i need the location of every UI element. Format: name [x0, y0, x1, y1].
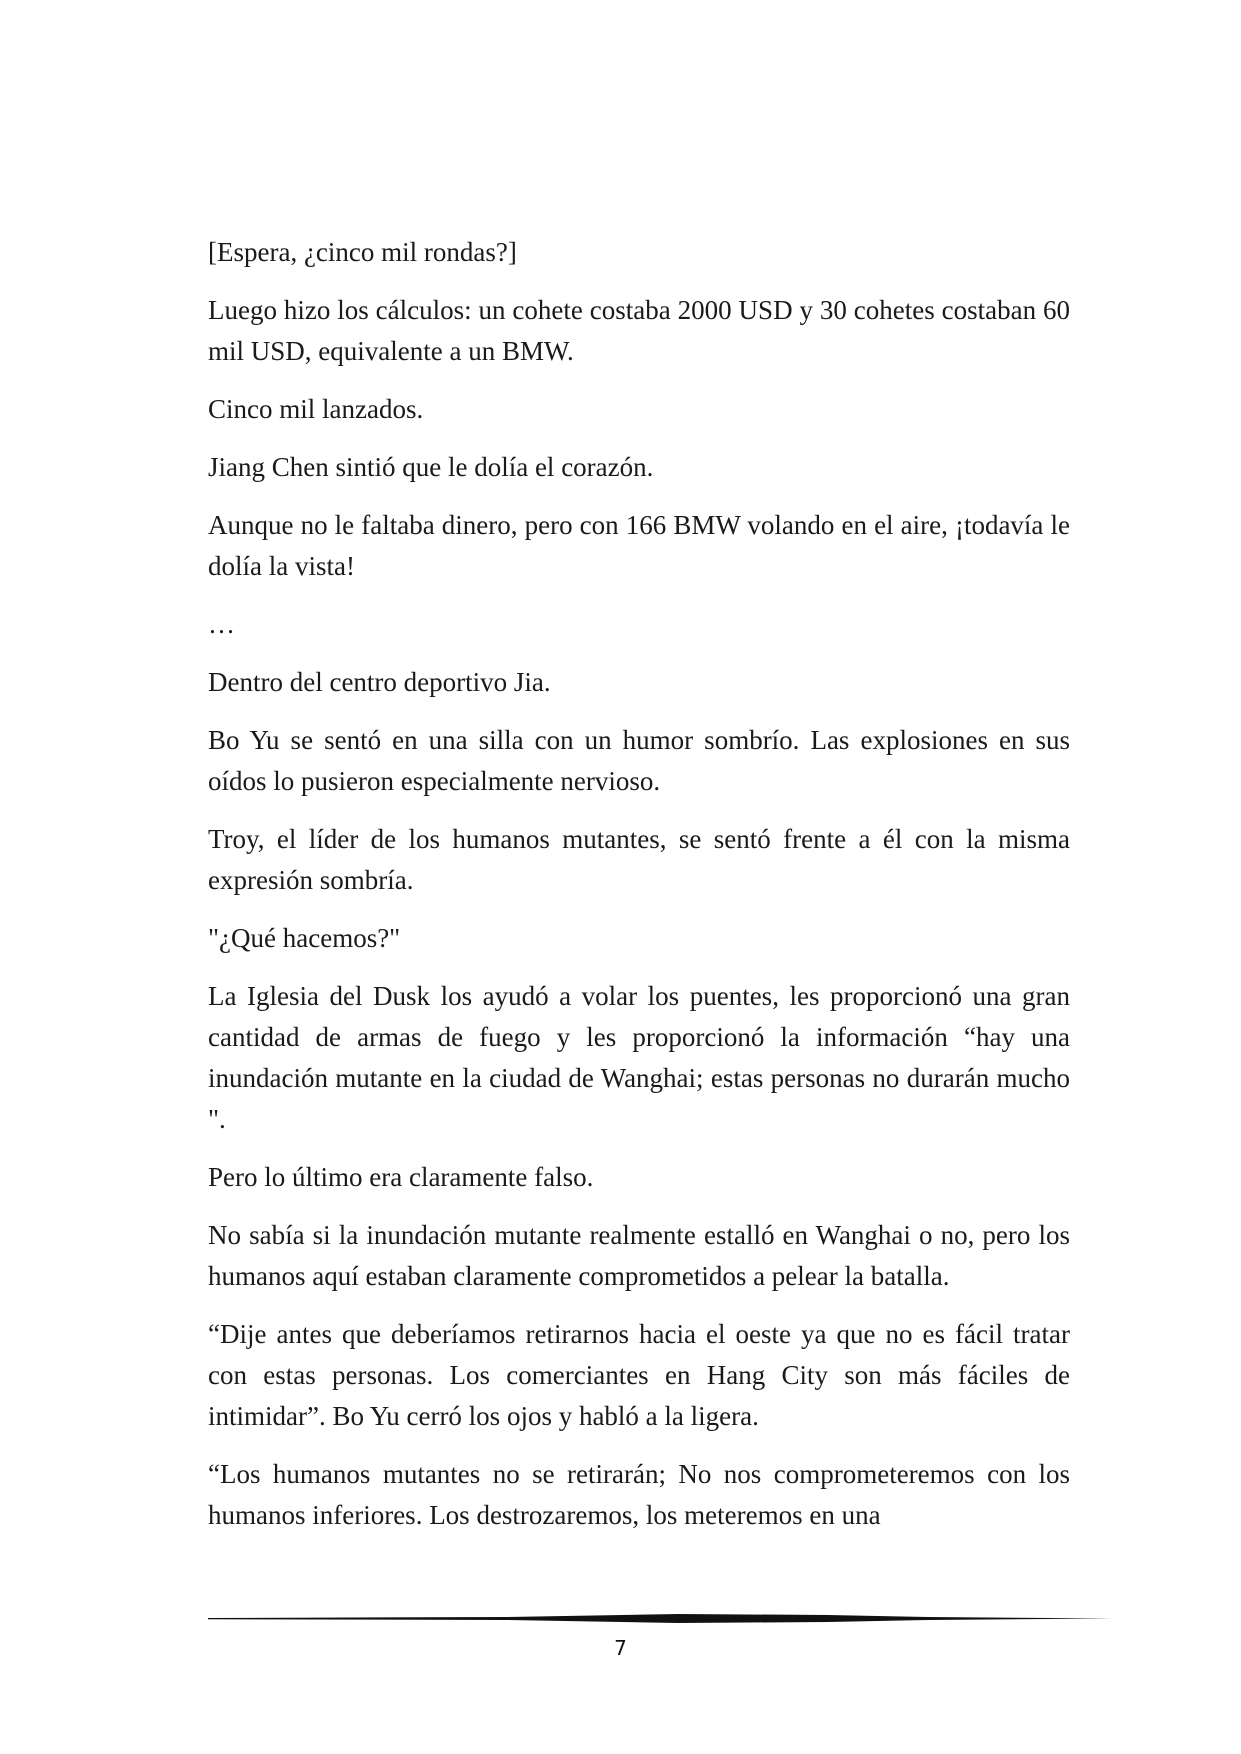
paragraph-12: Pero lo último era claramente falso.	[208, 1162, 594, 1192]
paragraph-7: Dentro del centro deportivo Jia.	[208, 667, 551, 697]
paragraph-8: Bo Yu se sentó en una silla con un humor sombrío. Las explosiones en sus oídos lo pusieron especialmente nervioso.	[208, 725, 1070, 796]
paragraph-9: Troy, el líder de los humanos mutantes, se sentó frente a él con la misma expresión sombría.	[208, 824, 1070, 895]
paragraph-13: No sabía si la inundación mutante realmente estalló en Wanghai o no, pero los humanos aquí estaban claramente comprometidos a pelear la batalla.	[208, 1220, 1070, 1291]
paragraph-1: [Espera, ¿cinco mil rondas?]	[208, 237, 517, 267]
paragraph-14: “Dije antes que deberíamos retirarnos hacia el oeste ya que no es fácil tratar con estas personas. Los comerciantes en Hang City son más fáciles de intimidar”. Bo Yu cerró los ojos y habló a la ligera.	[208, 1319, 1070, 1431]
footer-divider	[208, 1612, 1113, 1626]
scene-break-ellipsis: …	[208, 609, 235, 639]
paragraph-3: Cinco mil lanzados.	[208, 394, 424, 424]
paragraph-15: “Los humanos mutantes no se retirarán; No nos comprometeremos con los humanos inferiores. Los destrozaremos, los meteremos en una	[208, 1459, 1070, 1530]
paragraph-11: La Iglesia del Dusk los ayudó a volar los puentes, les proporcionó una gran cantidad de armas de fuego y les proporcionó la información “hay una inundación mutante en la ciudad de Wanghai; estas personas no durarán mucho ".	[208, 981, 1070, 1134]
paragraph-10: "¿Qué hacemos?"	[208, 923, 401, 953]
paragraph-4: Jiang Chen sintió que le dolía el corazón.	[208, 452, 654, 482]
paragraph-5: Aunque no le faltaba dinero, pero con 166 BMW volando en el aire, ¡todavía le dolía la vista!	[208, 510, 1070, 581]
paragraph-2: Luego hizo los cálculos: un cohete costaba 2000 USD y 30 cohetes costaban 60 mil USD, equivalente a un BMW.	[208, 295, 1070, 366]
body-text	[208, 232, 1070, 1553]
page-number: 7	[614, 1636, 627, 1660]
